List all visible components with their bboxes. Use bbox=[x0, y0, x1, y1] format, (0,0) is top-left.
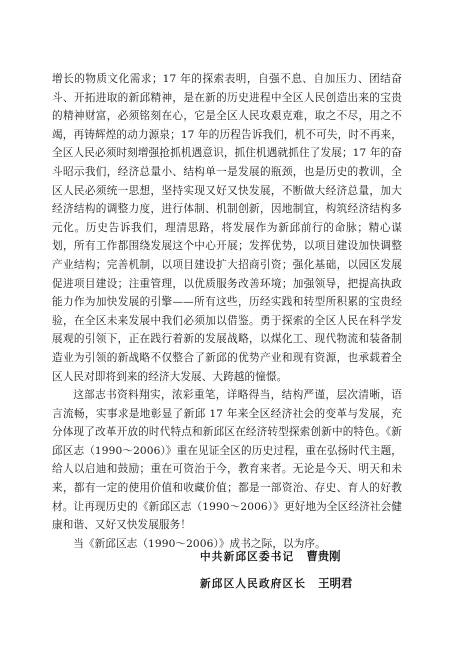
signature-name: 曹贵刚 bbox=[306, 549, 341, 563]
signature-name: 王明君 bbox=[318, 576, 353, 590]
signature-party-secretary bbox=[200, 548, 410, 564]
paragraph-closing: 当《新邱区志（1990～2006）》成书之际，以为序。 bbox=[73, 537, 326, 550]
paragraph-continuation: 增长的物质文化需求；17 年的探索表明，自强不息、自加压力、团结奋斗、开拓进取的新邱精神，是在新的历史进程中全区人民创造出来的宝贵的精神财富，必须铭刻在心，它是全区人民攻艰克难，取之不尽，用之不竭，再铸辉煌的动力源泉；17 年的历程告诉我们，机不可失，时不再来，全区人民必须时刻增强抢抓机遇意识，抓住机遇就抓住了发展；17 年的奋斗昭示我们，经济总量小、结构单一是发展的瓶颈，也是历史的教训，全区人民必须统一思想，坚持实现又好又快发展，不断做大经济总量，加大经济结构的调整力度，进行体制、机制创新，因地制宜，构筑经济结构多元化。历史告诉我们，理清思路，将发展作为新邱前行的命脉；精心谋划，所有工作都围绕发展这个中心开展；发挥优势，以项目建设加快调整产业结构；完善机制，以项目建设扩大招商引资；强化基础，以园区发展促进项目建设；注重管理，以优质服务改善环境；加强领导，把提高执政能力作为加快发展的引擎——所有这些，历经实践和转型所积累的宝贵经验，在全区未来发展中我们必须加以借鉴。勇于探索的全区人民在科学发展观的引领下，正在践行着新的发展战略，以煤化工、现代物流和装备制造业为引领的新战略不仅整合了新邱的优势产业和现有资源，也承载着全区人民对即将到来的经济大发展、大跨越的憧憬。 bbox=[52, 73, 402, 383]
signature-district-head bbox=[200, 575, 410, 591]
signature-org: 中共新邱区委书记 bbox=[200, 551, 295, 563]
paragraph-evaluation: 这部志书资料翔实，浓彩重笔，详略得当，结构严谨，层次清晰，语言流畅，实事求是地彰显了新邱 17 年来全区经济社会的变革与发展，充分体现了改革开放的时代特点和新邱区在经济转型探索创新中的特色。《新邱区志（1990～2006）》重在见证全区的历史过程，重在弘扬时代主题，给人以启迪和鼓励；重在可资治于今，教育来者。无论是今天、明天和未来，都有一定的使用价值和收藏价值；都是一部资治、存史、育人的好教材。让再现历史的《新邱区志（1990～2006）》更好地为全区经济社会健康和谐、又好又快发展服务！ bbox=[52, 389, 402, 532]
signature-org: 新邱区人民政府区长 bbox=[200, 578, 307, 590]
preface-body bbox=[52, 70, 402, 553]
